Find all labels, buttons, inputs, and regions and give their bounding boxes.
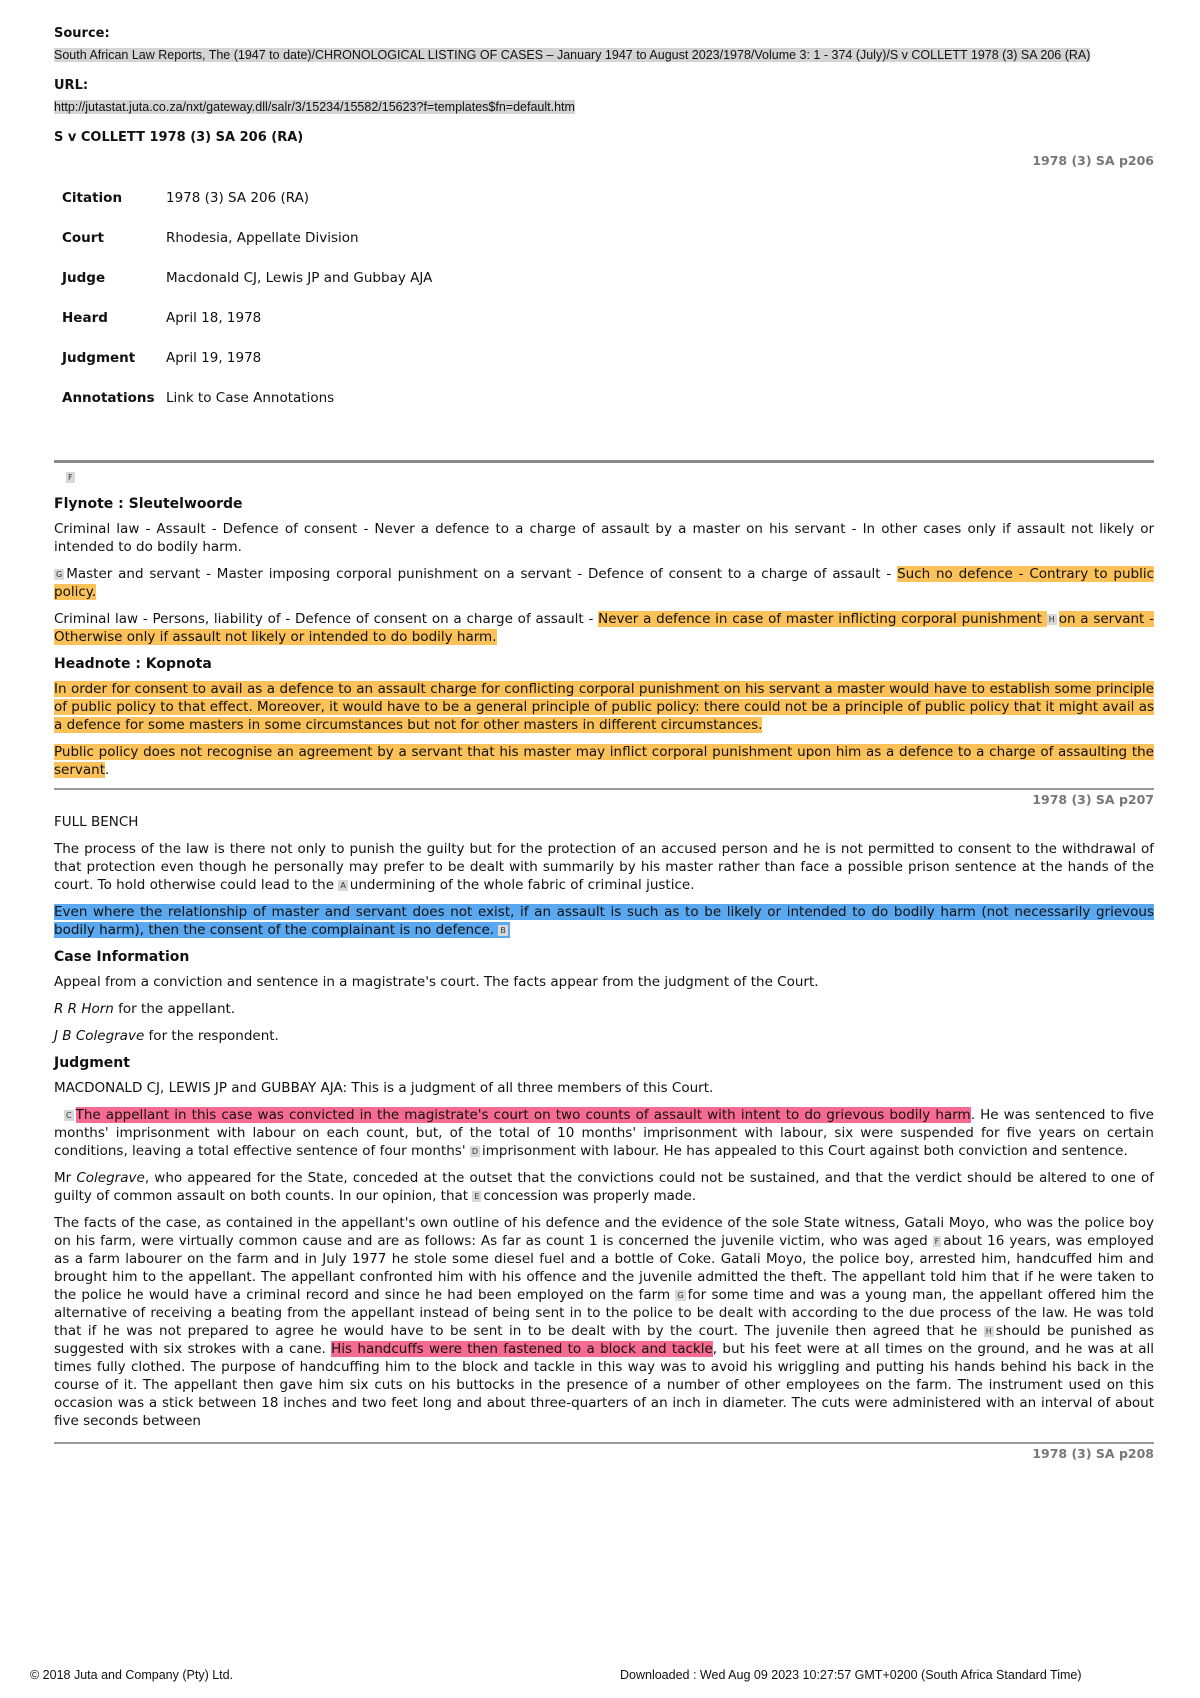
meta-row: [62, 270, 432, 310]
flynote-para: [54, 610, 1154, 646]
margin-marker: B: [500, 925, 506, 935]
bench-text: undermining of the whole fabric of criminal justice.: [349, 877, 695, 893]
meta-row: [62, 350, 432, 390]
headnote-para: [54, 680, 1154, 734]
source-block: [54, 26, 1154, 64]
margin-marker: H: [985, 1326, 992, 1336]
meta-row: [62, 310, 432, 350]
meta-row: [62, 390, 432, 430]
meta-value: 1978 (3) SA 206 (RA): [166, 190, 310, 206]
meta-row: [62, 230, 432, 270]
judgment-text: , who appeared for the State, conceded at the outset that the convictions could not be sustained, and that the verdict should be altered to one of guilty of common assault on both counts. In our opinion, that: [54, 1170, 1154, 1204]
margin-marker: H: [1048, 614, 1055, 624]
case-meta-table: [62, 190, 432, 430]
judgment-para: MACDONALD CJ, LEWIS JP and GUBBAY AJA: This is a judgment of all three members of this Court.: [54, 1080, 714, 1096]
meta-value: Macdonald CJ, Lewis JP and Gubbay AJA: [166, 270, 433, 286]
counsel-name: R R Horn: [54, 1001, 114, 1017]
highlight-pink: His handcuffs were then fastened to a block and tackle: [331, 1341, 713, 1357]
page-ref-208: 1978 (3) SA p208: [1032, 1446, 1154, 1461]
meta-value: April 18, 1978: [166, 310, 262, 326]
flynote-para: [54, 565, 1154, 601]
judgment-text: , but his feet were at all times on the ground, and he was at all times fully clothed. The purpose of handcuffing him to the block and tackle in this way was to avoid his wriggling and putting his hands behind his back in the course of it. The appellant then gave him six cuts on his buttocks in the presence of a number of other employees on the farm. The instrument used on this occasion was a stick between 18 inches and two feet long and about three-quarters of an inch in diameter. The cuts were administered with an interval of about five seconds between: [54, 1341, 1154, 1429]
highlight-orange: In order for consent to avail as a defence to an assault charge for conflicting corporal punishment on his servant a master would have to establish some principle of public policy to that effect. Moreover, it would have to be a general principle of public policy: there could not be a principle of public policy that it might avail as a defence for some masters in some circumstances but not for other masters in different circumstances.: [54, 681, 1154, 733]
case-info-heading: Case Information: [54, 949, 190, 965]
judgment-text: should be punished as suggested with six strokes with a cane.: [54, 1323, 1154, 1357]
judgment-text: imprisonment with labour. He has appealed to this Court against both conviction and sentence.: [482, 1143, 1128, 1159]
flynote-text: Master and servant - Master imposing corporal punishment on a servant - Defence of consent to a charge of assault -: [66, 566, 898, 582]
headnote-text: .: [105, 762, 110, 778]
margin-marker: G: [677, 1290, 684, 1300]
download-timestamp: Downloaded : Wed Aug 09 2023 10:27:57 GMT+0200 (South Africa Standard Time): [620, 1668, 1082, 1682]
highlight-orange: Public policy does not recognise an agreement by a servant that his master may inflict corporal punishment upon him as a defence to a charge of assaulting the servant: [54, 744, 1154, 778]
page-divider: [54, 1442, 1154, 1444]
meta-value: April 19, 1978: [166, 350, 262, 366]
url-block: [54, 78, 1154, 116]
counsel-appellant: [54, 1000, 1154, 1018]
copyright-text: © 2018 Juta and Company (Pty) Ltd.: [30, 1668, 234, 1682]
counsel-role: for the appellant.: [113, 1001, 236, 1017]
judgment-text: concession was properly made.: [483, 1188, 697, 1204]
margin-marker: G: [56, 569, 63, 579]
url-link[interactable]: http://jutastat.juta.co.za/nxt/gateway.dll/salr/3/15234/15582/15623?f=templates$fn=default.htm: [54, 100, 575, 114]
judgment-para: [54, 1214, 1154, 1430]
judgment-para: [54, 1106, 1154, 1160]
judgment-heading: Judgment: [54, 1055, 130, 1071]
margin-marker: A: [340, 880, 346, 890]
counsel-respondent: [54, 1027, 1154, 1045]
highlight-text: Even where the relationship of master and servant does not exist, if an assault is such as to be likely or intended to do bodily harm (not necessarily grievous bodily harm), then the consent of the complainant is no defence.: [54, 904, 1154, 938]
bench-para: [54, 840, 1154, 894]
page-footer: [30, 1668, 1180, 1682]
counsel-name: Colegrave: [76, 1170, 145, 1186]
highlight-orange: Such no defence - Contrary to public policy.: [54, 566, 1155, 600]
bench-label: FULL BENCH: [54, 814, 139, 830]
judgment-text: about 16 years, was employed as a farm labourer on the farm and in July 1977 he stole some diesel fuel and a bottle of Coke. Gatali Moyo, the police boy, arrested him, handcuffed him and brought him to the appellant. The appellant confronted him with his offence and the juvenile admitted the theft. The appellant told him that if he were taken to the police he would have a criminal record and since he had been employed on the farm: [54, 1233, 1154, 1303]
document-page: [54, 26, 1154, 1461]
meta-key: Citation: [62, 190, 123, 206]
margin-marker: C: [66, 1110, 72, 1120]
flynote-text: Criminal law - Persons, liability of - Defence of consent on a charge of assault -: [54, 611, 599, 627]
annotations-link[interactable]: Link to Case Annotations: [166, 390, 335, 406]
headnote-para: [54, 743, 1154, 779]
judgment-para: [54, 1169, 1154, 1205]
judgment-text: . He was sentenced to five months' imprisonment with labour on each count, but, of the total of 10 months' imprisonment with labour, six were suspended for five years on certain conditions, leaving a total effective sentence of four months': [54, 1107, 1154, 1159]
page-ref-206: 1978 (3) SA p206: [1032, 153, 1154, 168]
source-label: Source:: [54, 26, 110, 41]
counsel-role: for the respondent.: [144, 1028, 279, 1044]
highlight-blue: [54, 904, 1154, 938]
flynote-heading: Flynote : Sleutelwoorde: [54, 496, 243, 512]
highlight-orange: on a servant - Otherwise only if assault not likely or intended to do bodily harm.: [54, 611, 1154, 645]
source-value[interactable]: South African Law Reports, The (1947 to date)/CHRONOLOGICAL LISTING OF CASES – January 1947 to August 2023/1978/Volume 3: 1 - 374 (July)/S v COLLETT 1978 (3) SA 206 (RA): [54, 48, 1091, 62]
flynote-para: Criminal law - Assault - Defence of consent - Never a defence to a charge of assault by a master on his servant - In other cases only if assault not likely or intended to do bodily harm.: [54, 521, 1154, 555]
meta-key: Heard: [62, 310, 108, 326]
bench-text: The process of the law is there not only to punish the guilty but for the protection of an accused person and he is not permitted to consent to the withdrawal of that protection even though he personally may prefer to be dealt with summarily by his master rather than face a possible prison sentence at the hands of the court. To hold otherwise could lead to the: [54, 841, 1154, 893]
url-label: URL:: [54, 78, 89, 93]
case-title: S v COLLETT 1978 (3) SA 206 (RA): [54, 130, 304, 145]
bench-para: [54, 903, 1154, 939]
section-divider: [54, 460, 1154, 463]
judgment-text: Mr: [54, 1170, 77, 1186]
case-info-para: Appeal from a conviction and sentence in a magistrate's court. The facts appear from the judgment of the Court.: [54, 974, 819, 990]
page-divider: [54, 788, 1154, 790]
meta-key: Court: [62, 230, 104, 246]
meta-key: Judge: [62, 270, 106, 286]
highlight-pink: The appellant in this case was convicted in the magistrate's court on two counts of assault with intent to do grievous bodily harm: [75, 1107, 971, 1123]
meta-value: Rhodesia, Appellate Division: [166, 230, 359, 246]
meta-key: Judgment: [62, 350, 136, 366]
margin-marker: E: [474, 1191, 480, 1201]
counsel-name: J B Colegrave: [54, 1028, 145, 1044]
margin-marker: F: [934, 1236, 940, 1246]
margin-marker: D: [471, 1146, 479, 1156]
page-ref-207: 1978 (3) SA p207: [1032, 792, 1154, 807]
judgment-text: for some time and was a young man, the appellant offered him the alternative of receiving a beating from the appellant instead of being sent in to the police to be dealt with according to the due process of the law. He was told that if he was not prepared to agree he would have to be sent in to be dealt with by the court. The juvenile then agreed that he: [54, 1287, 1154, 1339]
meta-row: [62, 190, 432, 230]
highlight-orange: Never a defence in case of master inflicting corporal punishment: [598, 611, 1047, 627]
meta-key: Annotations: [62, 390, 155, 406]
margin-marker: F: [68, 473, 73, 482]
judgment-text: The facts of the case, as contained in the appellant's own outline of his defence and the evidence of the sole State witness, Gatali Moyo, who was the police boy on his farm, were virtually common cause and are as follows: As far as count 1 is concerned the juvenile victim, who was aged: [54, 1215, 1154, 1249]
headnote-heading: Headnote : Kopnota: [54, 656, 212, 672]
